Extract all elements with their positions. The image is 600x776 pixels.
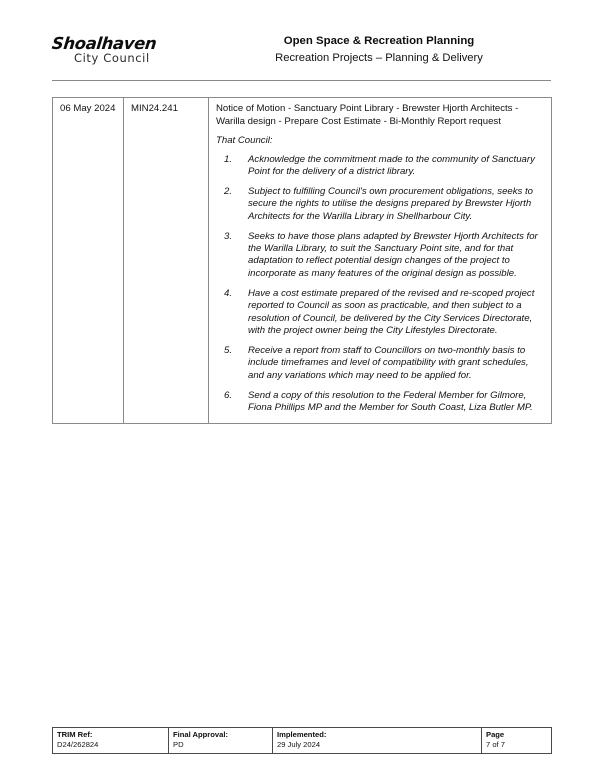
footer-cell-final-approval (169, 728, 273, 754)
motion-title: Notice of Motion - Sanctuary Point Library - Brewster Hjorth Architects - Warilla design - Prepare Cost Estimate - Bi-Monthly Report request (216, 103, 519, 127)
document-footer-table (52, 727, 552, 754)
list-item (216, 288, 545, 338)
list-item-number: 5. (224, 344, 233, 356)
cell-meeting-date: 06 May 2024 (53, 98, 124, 424)
footer-cell-implemented (273, 728, 482, 754)
list-item-number: 3. (224, 230, 233, 242)
page-header (52, 34, 551, 80)
list-item (216, 231, 545, 281)
footer-value: 29 July 2024 (277, 740, 321, 749)
header-title-block (209, 34, 551, 66)
logo-wordmark: Shoalhaven (51, 34, 158, 53)
shoalhaven-city-council-logo (52, 34, 192, 65)
list-item-text: Seeks to have those plans adapted by Brewster Hjorth Architects for the Warilla Library, to suit the Sanctuary Point site, and for that adaptation to reflect potential design changes of the project to incorporate as many features of the original design as possible. (248, 230, 538, 279)
list-item-number: 4. (224, 287, 233, 299)
cell-motion-body (209, 98, 552, 424)
footer-label: Final Approval: (173, 729, 228, 739)
list-item-text: Send a copy of this resolution to the Federal Member for Gilmore, Fiona Phillips MP and the Member for South Coast, Liza Butler MP. (248, 389, 533, 413)
header-divider (52, 80, 551, 81)
list-item-text: Acknowledge the commitment made to the community of Sanctuary Point for the delivery of a district library. (248, 153, 535, 177)
resolution-table (52, 97, 552, 424)
page-title: Open Space & Recreation Planning (283, 35, 475, 47)
motion-preamble: That Council: (216, 135, 273, 147)
footer-cell-page (482, 728, 552, 754)
list-item-text: Have a cost estimate prepared of the revised and re-scoped project reported to Council as soon as practicable, and then subject to a resolution of Council, be delivered by the City Services Directorate, with the project owner being the City Lifestyles Directorate. (248, 287, 535, 336)
footer-label: Implemented: (277, 729, 327, 739)
footer-label: TRIM Ref: (57, 729, 93, 739)
footer-value: 7 of 7 (486, 740, 505, 749)
list-item-number: 2. (224, 185, 233, 197)
list-item (216, 186, 545, 223)
footer-row (53, 728, 552, 754)
logo-subtext: City Council (74, 51, 150, 65)
cell-minute-reference: MIN24.241 (124, 98, 209, 424)
footer-value: PD (173, 740, 184, 749)
page-subtitle: Recreation Projects – Planning & Delivery (275, 52, 483, 64)
list-item-number: 6. (224, 389, 233, 401)
footer-cell-trim-ref (53, 728, 169, 754)
list-item (216, 154, 545, 179)
list-item (216, 390, 545, 415)
table-row (53, 98, 552, 424)
resolution-list (216, 154, 545, 415)
footer-label: Page (486, 729, 505, 739)
list-item (216, 345, 545, 382)
footer-value: D24/262824 (57, 740, 99, 749)
list-item-number: 1. (224, 153, 233, 165)
list-item-text: Subject to fulfilling Council's own procurement obligations, seeks to secure the rights to utilise the designs prepared by Brewster Hjorth Architects for the Warilla Library in Shellharbour City. (248, 185, 533, 222)
list-item-text: Receive a report from staff to Councillors on two-monthly basis to include timeframes and level of compatibility with grant schedules, and any variations which may need to be applied for. (248, 344, 529, 381)
